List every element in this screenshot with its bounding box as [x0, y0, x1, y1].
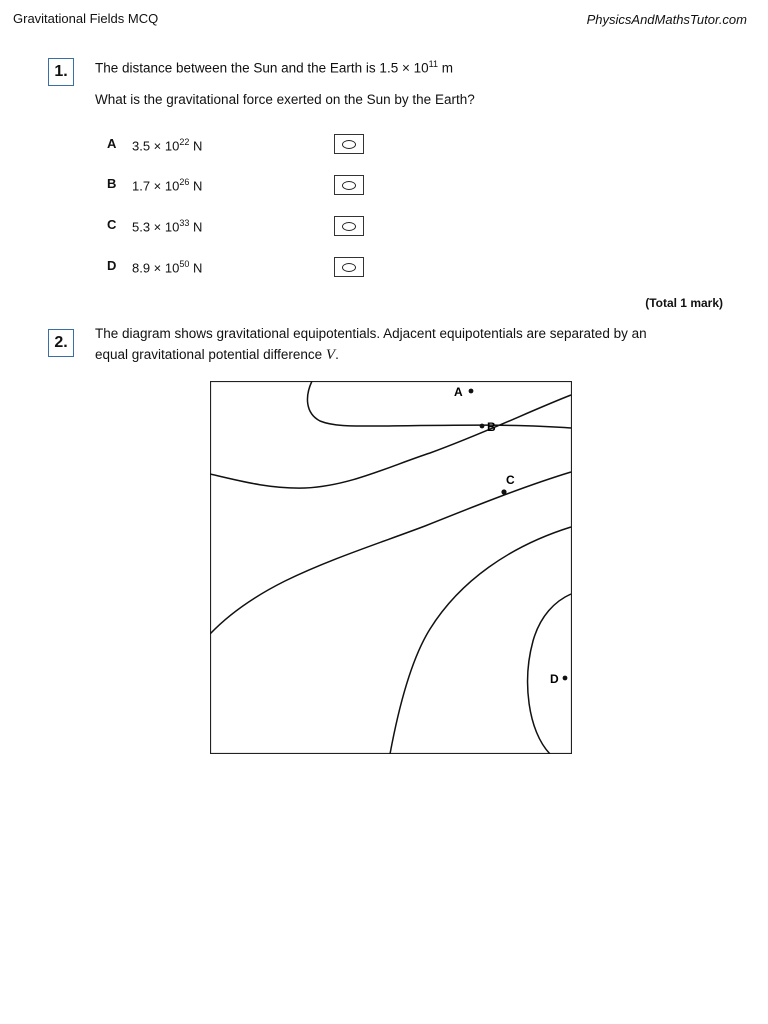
option-b-unit: N	[189, 178, 203, 194]
option-c-oval	[342, 222, 356, 231]
equipotential-line-lower	[390, 527, 571, 754]
option-b-mantissa: 1.7 × 10	[132, 178, 180, 194]
option-c-mantissa: 5.3 × 10	[132, 219, 180, 235]
option-d-oval	[342, 263, 356, 272]
option-a-answer-bubble[interactable]	[334, 134, 364, 154]
point-a-label: A	[454, 385, 463, 399]
option-b-letter: B	[107, 176, 117, 191]
question-1-stem-exponent: 11	[428, 59, 438, 69]
point-c-label: C	[506, 473, 515, 487]
equipotential-line-upper	[210, 395, 571, 488]
question-2-line2-text: equal gravitational potential difference	[95, 347, 326, 362]
option-d-exponent: 50	[179, 259, 190, 269]
header-source[interactable]: PhysicsAndMathsTutor.com	[586, 12, 747, 27]
question-2-line2-period: .	[335, 347, 339, 362]
option-d-answer-bubble[interactable]	[334, 257, 364, 277]
option-b-text	[132, 177, 202, 193]
option-c-answer-bubble[interactable]	[334, 216, 364, 236]
question-2-line1: The diagram shows gravitational equipotentials. Adjacent equipotentials are separated by an	[95, 326, 647, 341]
option-a-unit: N	[189, 138, 203, 154]
option-b-oval	[342, 181, 356, 190]
header-title: Gravitational Fields MCQ	[13, 11, 159, 26]
equipotential-line-top	[307, 381, 571, 428]
question-1-stem-unit: m	[437, 60, 453, 76]
point-d-dot	[563, 676, 568, 681]
diagram-frame	[211, 382, 572, 754]
total-marks: (Total 1 mark)	[645, 296, 723, 310]
option-c-unit: N	[189, 219, 203, 235]
point-b-dot	[480, 424, 485, 429]
point-b-label: B	[487, 420, 496, 434]
option-a-text	[132, 137, 202, 153]
option-a-oval	[342, 140, 356, 149]
option-a-mantissa: 3.5 × 10	[132, 138, 180, 154]
question-1-stem	[95, 54, 453, 79]
option-d-letter: D	[107, 258, 117, 273]
equipotential-line-middle	[210, 472, 571, 634]
point-a-dot	[469, 389, 474, 394]
option-b-answer-bubble[interactable]	[334, 175, 364, 195]
equipotential-diagram	[210, 381, 572, 754]
question-2-line2	[95, 344, 339, 366]
point-d-label: D	[550, 672, 559, 686]
question-2-number: 2.	[48, 329, 74, 357]
option-d-mantissa: 8.9 × 10	[132, 260, 180, 276]
option-d-text	[132, 259, 202, 275]
question-1-stem-text: The distance between the Sun and the Earth is 1.5 × 10	[95, 60, 429, 76]
potential-variable: V	[325, 347, 336, 363]
option-b-exponent: 26	[179, 177, 190, 187]
question-1-prompt: What is the gravitational force exerted on the Sun by the Earth?	[95, 92, 475, 107]
point-c-dot	[501, 489, 506, 494]
question-1-number: 1.	[48, 58, 74, 86]
option-c-letter: C	[107, 217, 117, 232]
option-a-letter: A	[107, 136, 117, 151]
option-d-unit: N	[189, 260, 203, 276]
option-c-text	[132, 218, 202, 234]
option-a-exponent: 22	[179, 137, 190, 147]
option-c-exponent: 33	[179, 218, 190, 228]
